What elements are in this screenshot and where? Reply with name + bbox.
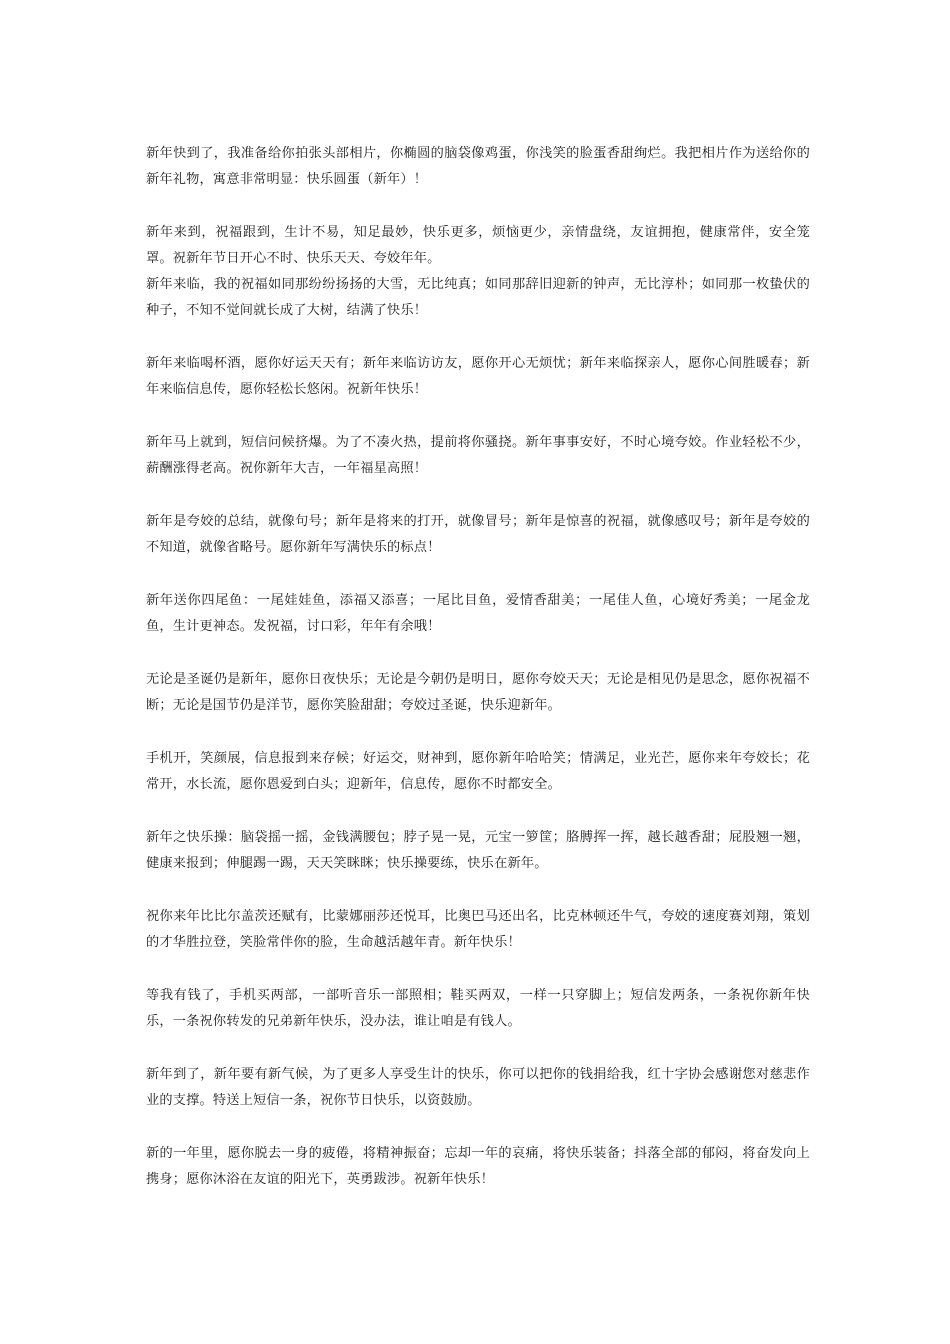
paragraph-7: 新年送你四尾鱼：一尾娃娃鱼，添福又添喜；一尾比目鱼，爱情香甜美；一尾佳人鱼，心境好秀美；一尾金龙鱼，生计更神态。发祝福，讨口彩，年年有余哦！ <box>146 593 810 634</box>
paragraph-3: 新年来临，我的祝福如同那纷纷扬扬的大雪，无比纯真；如同那辞旧迎新的钟声，无比淳朴；如同那一枚蛰伏的种子，不知不觉间就长成了大树，结满了快乐！ <box>146 277 810 318</box>
paragraph-8: 无论是圣诞仍是新年，愿你日夜快乐；无论是今朝仍是明日，愿你夸姣天天；无论是相见仍是思念，愿你祝福不断；无论是国节仍是洋节，愿你笑脸甜甜；夸姣过圣诞，快乐迎新年。 <box>146 672 810 713</box>
paragraph-6: 新年是夸姣的总结，就像句号；新年是将来的打开，就像冒号；新年是惊喜的祝福，就像感叹号；新年是夸姣的不知道，就像省略号。愿你新年写满快乐的标点！ <box>146 514 810 555</box>
paragraph-2: 新年来到，祝福跟到，生计不易，知足最妙，快乐更多，烦恼更少，亲情盘绕，友谊拥抱，健康常伴，安全笼罩。祝新年节日开心不时、快乐天天、夸姣年年。 <box>146 225 810 266</box>
document-page <box>146 141 810 1193</box>
paragraph-12: 等我有钱了，手机买两部，一部听音乐一部照相；鞋买两双，一样一只穿脚上；短信发两条，一条祝你新年快乐，一条祝你转发的兄弟新年快乐，没办法，谁让咱是有钱人。 <box>146 988 810 1029</box>
paragraph-5: 新年马上就到，短信问候挤爆。为了不凑火热，提前将你骚挠。新年事事安好，不时心境夸姣。作业轻松不少，薪酬涨得老高。祝你新年大吉，一年福星高照！ <box>146 435 810 476</box>
paragraph-11: 祝你来年比比尔盖茨还赋有，比蒙娜丽莎还悦耳，比奥巴马还出名，比克林顿还牛气，夸姣的速度赛刘翔，策划的才华胜拉登，笑脸常伴你的脸，生命越活越年青。新年快乐！ <box>146 909 810 950</box>
paragraph-9: 手机开，笑颜展，信息报到来存候；好运交，财神到，愿你新年哈哈笑；情满足，业光芒，愿你来年夸姣长；花常开，水长流，愿你恩爱到白头；迎新年，信息传，愿你不时都安全。 <box>146 751 810 792</box>
paragraph-10: 新年之快乐操：脑袋摇一摇，金钱满腰包；脖子晃一晃，元宝一箩筐；胳膊挥一挥，越长越香甜；屁股翘一翘，健康来报到；伸腿踢一踢，天天笑眯眯；快乐操要练，快乐在新年。 <box>146 830 810 871</box>
paragraph-4: 新年来临喝杯酒，愿你好运天天有；新年来临访访友，愿你开心无烦忧；新年来临探亲人，愿你心间胜暖春；新年来临信息传，愿你轻松长悠闲。祝新年快乐！ <box>146 356 810 397</box>
paragraph-13: 新年到了，新年要有新气候，为了更多人享受生计的快乐，你可以把你的钱捐给我，红十字协会感谢您对慈悲作业的支撑。特送上短信一条，祝你节日快乐，以资鼓励。 <box>146 1067 810 1108</box>
paragraph-14: 新的一年里，愿你脱去一身的疲倦，将精神振奋；忘却一年的哀痛，将快乐装备；抖落全部的郁闷，将奋发向上携身；愿你沐浴在友谊的阳光下，英勇跋涉。祝新年快乐！ <box>146 1146 810 1187</box>
paragraph-1: 新年快到了，我准备给你拍张头部相片，你椭圆的脑袋像鸡蛋，你浅笑的脸蛋香甜绚烂。我把相片作为送给你的新年礼物，寓意非常明显：快乐圆蛋（新年）！ <box>146 146 810 187</box>
